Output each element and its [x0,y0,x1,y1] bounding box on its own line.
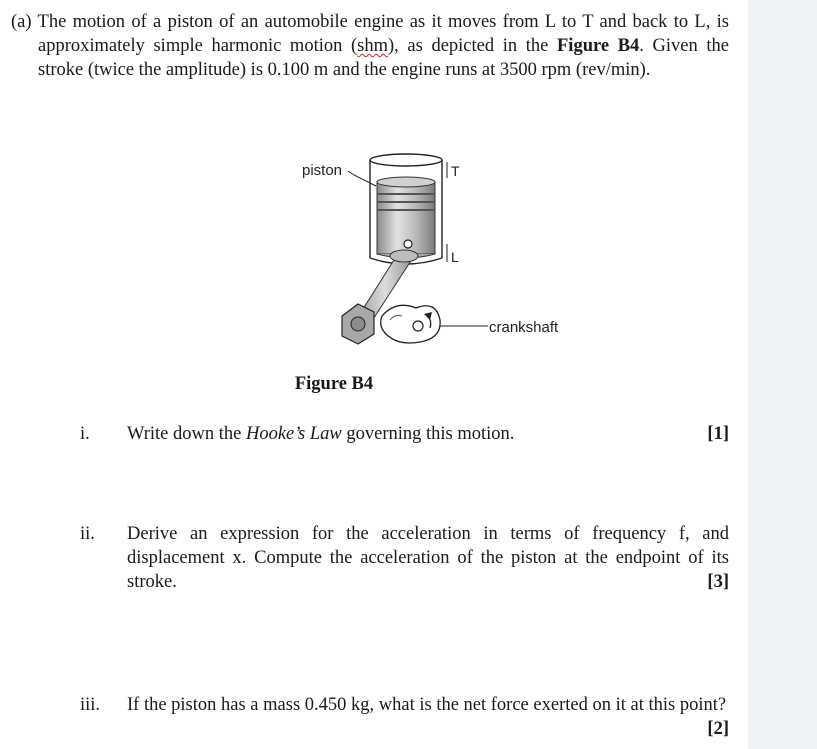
question-text [127,422,729,446]
intro-text-2: ), as depicted in the [388,36,557,56]
piston-label: piston [302,162,343,179]
right-margin-panel [748,0,817,749]
question-number: ii. [80,524,95,544]
figure-reference: Figure B4 [557,36,640,56]
crank-end [342,304,374,344]
shm-abbrev: shm [357,36,388,56]
question-ii [80,522,729,594]
question-number: iii. [80,695,101,715]
crankshaft-label: crankshaft [489,319,559,336]
question-text: Derive an expression for the acceleration in terms of frequency f, and displacement x. Compute the acceleration of the piston at the endpoint of its stroke. [127,524,729,592]
intro-text-3: . Given the stroke (twice the amplitude) is 0.100 m and the engine runs at 3500 rpm (rev/min). [38,36,729,80]
piston-figure [290,148,590,358]
intro-text-1: The motion of a piston of an automobile engine as it moves from L to T and back to L, is approximately simple harmonic motion ( [37,12,730,56]
crankshaft [381,305,441,343]
question-text-after: governing this motion. [341,424,515,444]
piston-diagram [290,148,590,358]
piston-head [377,177,435,258]
question-text-before: Write down the [127,424,246,444]
marks-badge: [1] [707,424,729,444]
marks-badge: [3] [707,572,729,592]
intro-paragraph [11,10,729,82]
question-text: If the piston has a mass 0.450 kg, what is the net force exerted on it at this point? [127,695,727,715]
question-iii [80,693,729,741]
figure-caption: Figure B4 [294,374,374,394]
question-number: i. [80,424,90,444]
marks-badge: [2] [707,719,729,739]
part-label: (a) [11,12,32,32]
bottom-dead-centre-label: L [451,249,459,265]
hookes-law-term: Hooke’s Law [245,424,342,444]
top-dead-centre-label: T [451,163,460,179]
question-i [80,422,729,446]
